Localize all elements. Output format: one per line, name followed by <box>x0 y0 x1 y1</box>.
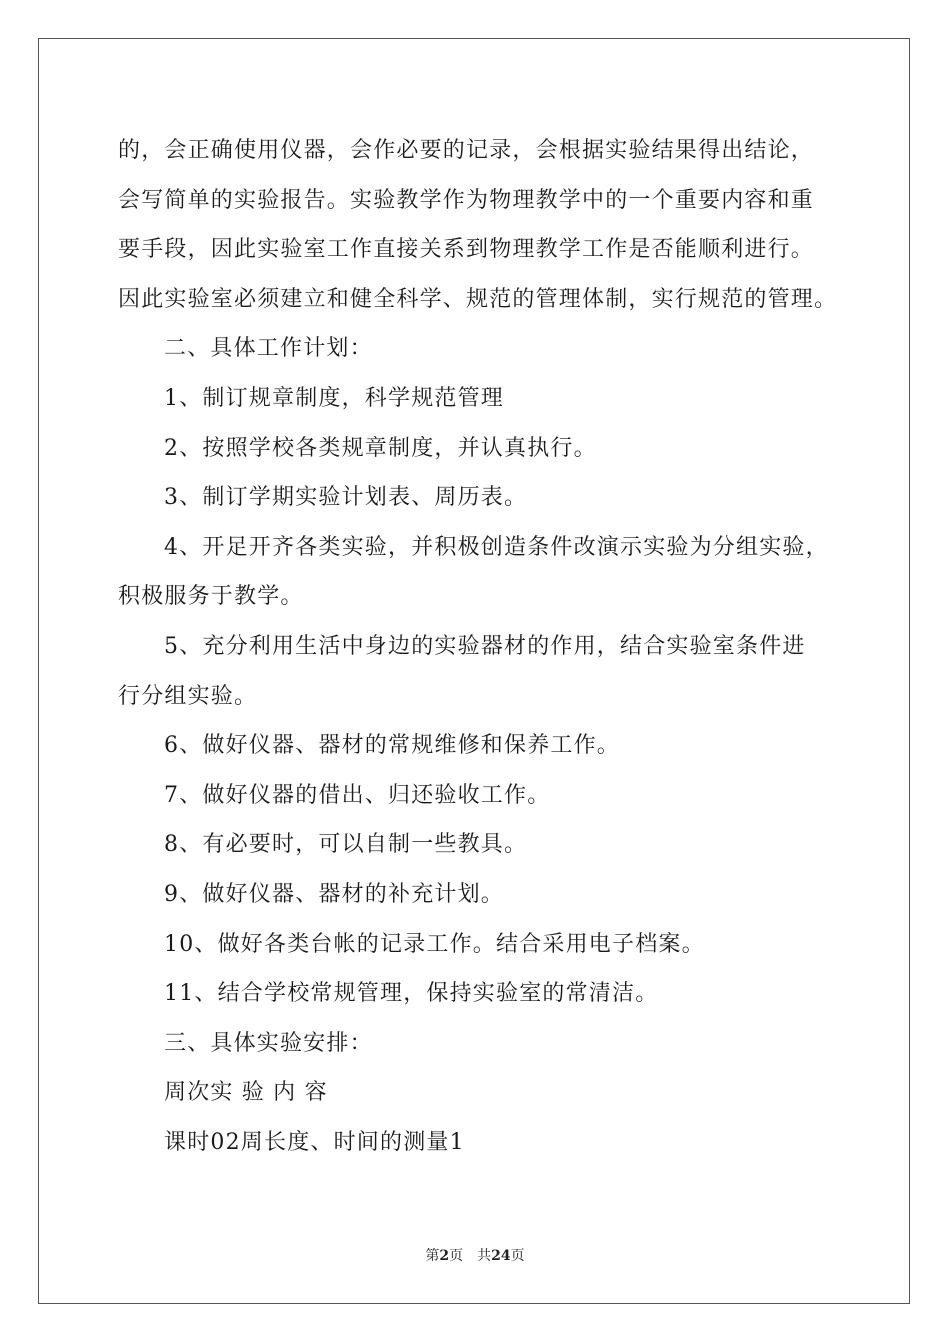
list-item: 10、做好各类台帐的记录工作。结合采用电子档案。 <box>164 931 705 957</box>
list-item: 6、做好仪器、器材的常规维修和保养工作。 <box>164 733 620 759</box>
list-item: 11、结合学校常规管理，保持实验室的常清洁。 <box>164 981 659 1007</box>
schedule-header: 周次实 验 内 容 <box>164 1080 328 1106</box>
page-current: 2 <box>439 1248 450 1264</box>
list-item: 9、做好仪器、器材的补充计划。 <box>164 881 504 907</box>
paragraph-line: 的，会正确使用仪器，会作必要的记录，会根据实验结果得出结论， <box>118 138 815 163</box>
schedule-row: 课时02周长度、时间的测量1 <box>164 1129 465 1155</box>
paragraph-line: 要手段，因此实验室工作直接关系到物理教学工作是否能顺利进行。 <box>118 237 815 263</box>
list-item: 5、充分利用生活中身边的实验器材的作用，结合实验室条件进 <box>164 633 806 659</box>
list-item: 2、按照学校各类规章制度，并认真执行。 <box>164 435 597 461</box>
paragraph-line: 会写简单的实验报告。实验教学作为物理教学中的一个重要内容和重 <box>118 187 815 213</box>
paragraph-line: 因此实验室必须建立和健全科学、规范的管理体制，实行规范的管理。 <box>118 286 838 312</box>
page-total: 24 <box>491 1248 511 1264</box>
list-item: 1、制订规章制度，科学规范管理 <box>164 385 504 411</box>
section-heading: 二、具体工作计划： <box>164 336 373 362</box>
section-heading: 三、具体实验安排： <box>164 1030 373 1056</box>
list-item: 7、做好仪器的借出、归还验收工作。 <box>164 782 551 808</box>
page-prefix: 第 <box>425 1248 440 1264</box>
list-item-continuation: 积极服务于教学。 <box>118 584 304 610</box>
list-item-continuation: 行分组实验。 <box>118 683 258 709</box>
list-item: 3、制订学期实验计划表、周历表。 <box>164 485 528 511</box>
page-footer <box>0 1245 950 1265</box>
list-item: 8、有必要时，可以自制一些教具。 <box>164 832 528 858</box>
list-item: 4、开足开齐各类实验，并积极创造条件改演示实验为分组实验， <box>164 534 829 560</box>
page-suffix: 页 <box>449 1248 464 1264</box>
total-prefix: 共 <box>477 1248 492 1264</box>
document-body <box>118 126 848 1167</box>
total-suffix: 页 <box>510 1248 525 1264</box>
